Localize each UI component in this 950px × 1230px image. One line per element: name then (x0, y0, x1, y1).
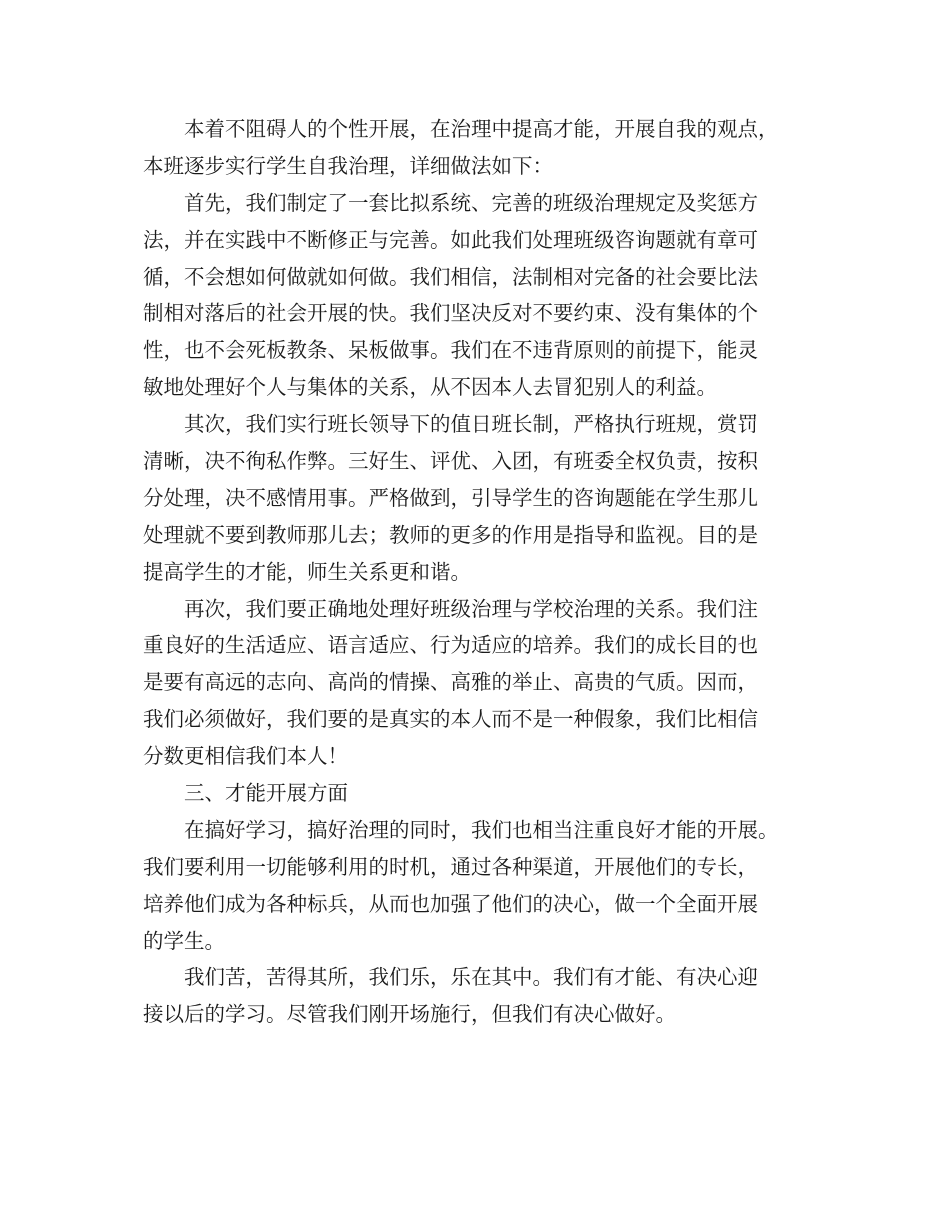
text-line: 是要有高远的志向、高尚的情操、高雅的举止、高贵的气质。因而， (143, 670, 758, 695)
text-line: 法，并在实践中不断修正与完善。如此我们处理班级咨询题就有章可 (143, 227, 758, 252)
section-heading: 三、才能开展方面 (184, 781, 348, 806)
text-line: 首先，我们制定了一套比拟系统、完善的班级治理规定及奖惩方 (184, 190, 758, 215)
text-line: 我们必须做好，我们要的是真实的本人而不是一种假象，我们比相信 (143, 707, 758, 732)
text-line: 接以后的学习。尽管我们刚开场施行，但我们有决心做好。 (143, 1002, 676, 1027)
text-line: 清晰，决不徇私作弊。三好生、评优、入团，有班委全权负责，按积 (143, 449, 758, 474)
text-line: 其次，我们实行班长领导下的值日班长制，严格执行班规，赏罚 (184, 412, 758, 437)
text-line: 敏地处理好个人与集体的关系，从不因本人去冒犯别人的利益。 (143, 375, 717, 400)
text-line: 制相对落后的社会开展的快。我们坚决反对不要约束、没有集体的个 (143, 301, 758, 326)
text-line: 本着不阻碍人的个性开展，在治理中提高才能，开展自我的观点， (184, 117, 779, 141)
text-line: 分数更相信我们本人！ (143, 744, 348, 769)
text-line: 我们苦，苦得其所，我们乐，乐在其中。我们有才能、有决心迎 (184, 965, 758, 990)
text-line: 循，不会想如何做就如何做。我们相信，法制相对完备的社会要比法 (143, 264, 758, 289)
text-line: 本班逐步实行学生自我治理，详细做法如下： (143, 153, 553, 178)
text-line: 性，也不会死板教条、呆板做事。我们在不违背原则的前提下，能灵 (143, 338, 758, 363)
text-line: 处理就不要到教师那儿去；教师的更多的作用是指导和监视。目的是 (143, 522, 758, 547)
text-line: 重良好的生活适应、语言适应、行为适应的培养。我们的成长目的也 (143, 633, 758, 658)
text-line: 再次，我们要正确地处理好班级治理与学校治理的关系。我们注 (184, 596, 758, 621)
text-line: 提高学生的才能，师生关系更和谐。 (143, 559, 471, 584)
text-line: 分处理，决不感情用事。严格做到，引导学生的咨询题能在学生那儿 (143, 485, 758, 510)
text-line: 我们要利用一切能够利用的时机，通过各种渠道，开展他们的专长， (143, 854, 758, 879)
text-line: 培养他们成为各种标兵，从而也加强了他们的决心，做一个全面开展 (143, 891, 758, 916)
text-line: 在搞好学习，搞好治理的同时，我们也相当注重良好才能的开展。 (184, 817, 779, 842)
document-body (143, 111, 833, 1033)
text-line: 的学生。 (143, 928, 225, 953)
